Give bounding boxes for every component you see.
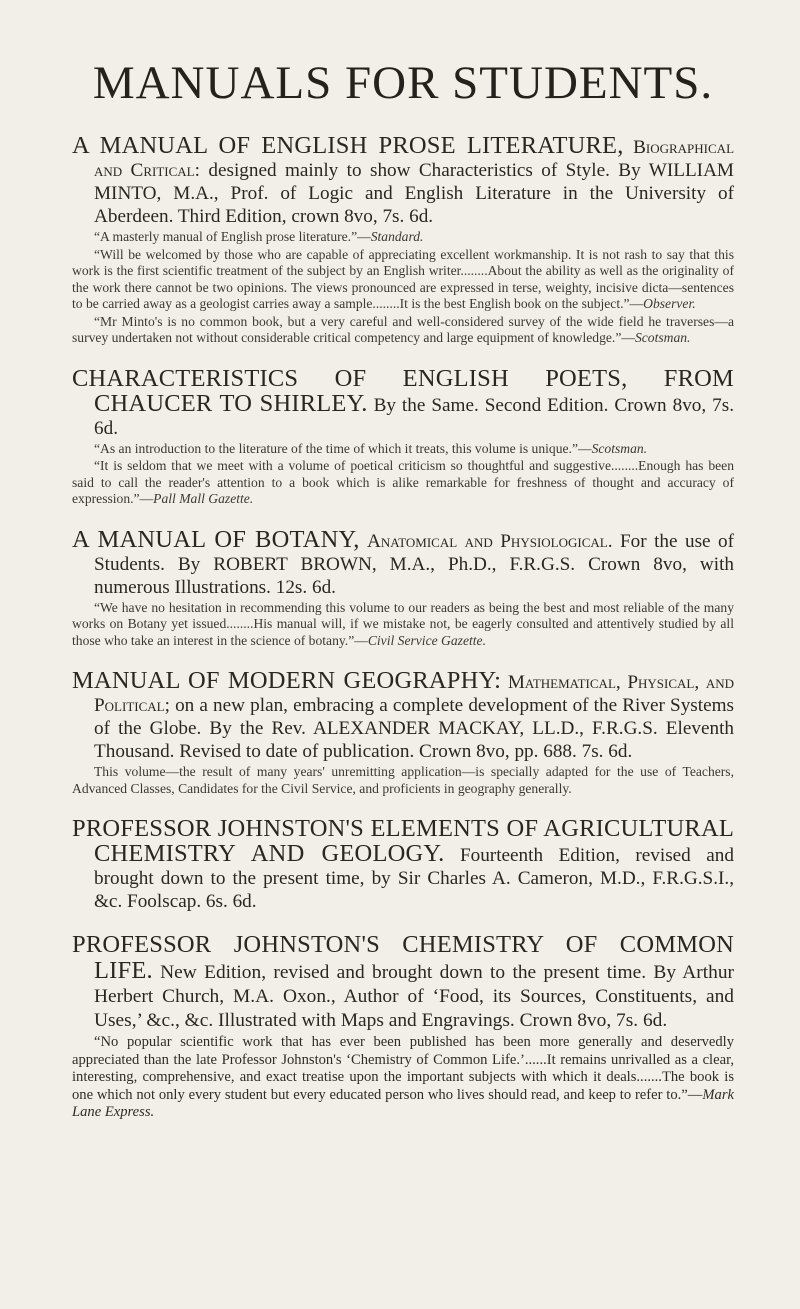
review-source: Pall Mall Gazette. (153, 491, 254, 506)
review-source: Scotsman. (634, 330, 691, 345)
book-entry-english-prose (72, 134, 734, 347)
review-quote: This volume—the result of many years' unremitting application—is specially adapted for the use of Teachers, Advanced Classes, Candidates for the Civil Service, and proficients in geography generally. (72, 764, 734, 796)
page-title: MANUALS FOR STUDENTS. (92, 57, 714, 109)
book-entry-common-life (72, 933, 734, 1122)
review-quote: “Will be welcomed by those who are capable of appreciating excellent workmanship. It is not rash to say that this work is the first scientific treatment of the subject by an English writer........About the ability as well as the originality of the work there cannot be two opinions. The views pronounced are expressed in terse, weighty, incisive dicta—sentences to be carried away as a geologist carries away a sample........It is the best English book on the subject.”—Observer. (72, 246, 734, 311)
review-source: Mark Lane Express. (72, 1086, 734, 1120)
entry-heading (72, 134, 734, 228)
entry-title: CHARACTERISTICS OF ENGLISH POETS, FROM CHAUCER TO SHIRLEY. (72, 364, 734, 417)
book-entry-botany (72, 525, 734, 650)
book-entry-geography (72, 669, 734, 797)
entry-description: New Edition, revised and brought down to the present time. By Arthur Herbert Church, M.A. Oxon., Author of ‘Food, its Sources, Constituents, and Uses,’ &c., &c. Illustrated with Maps and Engravings. Crown 8vo, 7s. 6d. (94, 962, 734, 1031)
review-quote: “A masterly manual of English prose literature.”—Standard. (94, 229, 424, 244)
review-quote: “Mr Minto's is no common book, but a very careful and well-considered survey of the wide field he traverses—a survey undertaken not without considerable critical competency and large equipment of knowledge.”—Scotsman. (72, 313, 734, 345)
review-quote: “No popular scientific work that has ever been published has been more generally and deservedly appreciated than the late Professor Johnston's ‘Chemistry of Common Life.’......It remains unrivalled as a clear, interesting, comprehensive, and exact treatise upon the important subjects with which it deals.......The book is one which not only every student but every educated person who lives should read, and keep to refer to.”—Mark Lane Express. (72, 1034, 734, 1120)
review-quote: “We have no hesitation in recommending this volume to our readers as being the best and most reliable of the many works on Botany yet issued........His manual will, if we mistake not, be eagerly consulted and attentively studied by all those who take an interest in the science of botany.”—Civil Service Gazette. (72, 599, 734, 648)
entry-heading (72, 525, 734, 599)
entry-heading (72, 817, 734, 913)
entry-heading (72, 364, 734, 440)
entry-title: A MANUAL OF BOTANY, (72, 525, 360, 553)
entry-heading (72, 669, 734, 763)
review-quote: “As an introduction to the literature of the time of which it treats, this volume is unique.”—Scotsman. (94, 440, 648, 456)
review-source: Civil Service Gazette. (367, 632, 486, 648)
review-source: Scotsman. (591, 440, 648, 456)
book-entry-english-poets (72, 364, 734, 508)
entry-description: Fourteenth Edition, revised and brought down to the present time, by Sir Charles A. Cameron, M.D., F.R.G.S.I., &c. Foolscap. 6s. 6d. (94, 845, 734, 912)
entry-heading (72, 933, 734, 1033)
entry-description: on a new plan, embracing a complete development of the River Systems of the Globe. By the Rev. ALEXANDER MACKAY, LL.D., F.R.G.S. Eleventh Thousand. Revised to date of publication. Crown 8vo, pp. 688. 7s. 6d. (94, 695, 734, 762)
review-quote: “It is seldom that we meet with a volume of poetical criticism so thoughtful and suggestive........Enough has been said to call the reader's attention to a book which is alike remarkable for freshness of thought and accuracy of expression.”—Pall Mall Gazette. (72, 458, 734, 506)
entry-description: designed mainly to show Characteristics of Style. By WILLIAM MINTO, M.A., Prof. of Logic and English Literature in the University of Aberdeen. Third Edition, crown 8vo, 7s. 6d. (94, 160, 734, 227)
entry-title: PROFESSOR JOHNSTON'S CHEMISTRY OF COMMON LIFE. (72, 931, 734, 984)
entry-description: For the use of Students. By ROBERT BROWN, M.A., Ph.D., F.R.G.S. Crown 8vo, with numerous Illustrations. 12s. 6d. (94, 530, 734, 598)
entry-subtitle: Biographical and Critical: (94, 137, 735, 181)
review-source: Observer. (643, 296, 696, 311)
entry-subtitle: Mathematical, Physical, and Political; (94, 672, 734, 716)
entry-title: MANUAL OF MODERN GEOGRAPHY: (72, 667, 502, 694)
entry-title: A MANUAL OF ENGLISH PROSE LITERATURE, (72, 132, 624, 159)
book-entry-agricultural-chemistry (72, 817, 734, 913)
review-source: Standard. (370, 229, 424, 244)
entry-description: By the Same. Second Edition. Crown 8vo, 7s. 6d. (94, 394, 734, 439)
entry-subtitle: Anatomical and Physiological. (367, 530, 613, 552)
entry-title: PROFESSOR JOHNSTON'S ELEMENTS OF AGRICULTURAL CHEMISTRY AND GEOLOGY. (72, 815, 734, 867)
